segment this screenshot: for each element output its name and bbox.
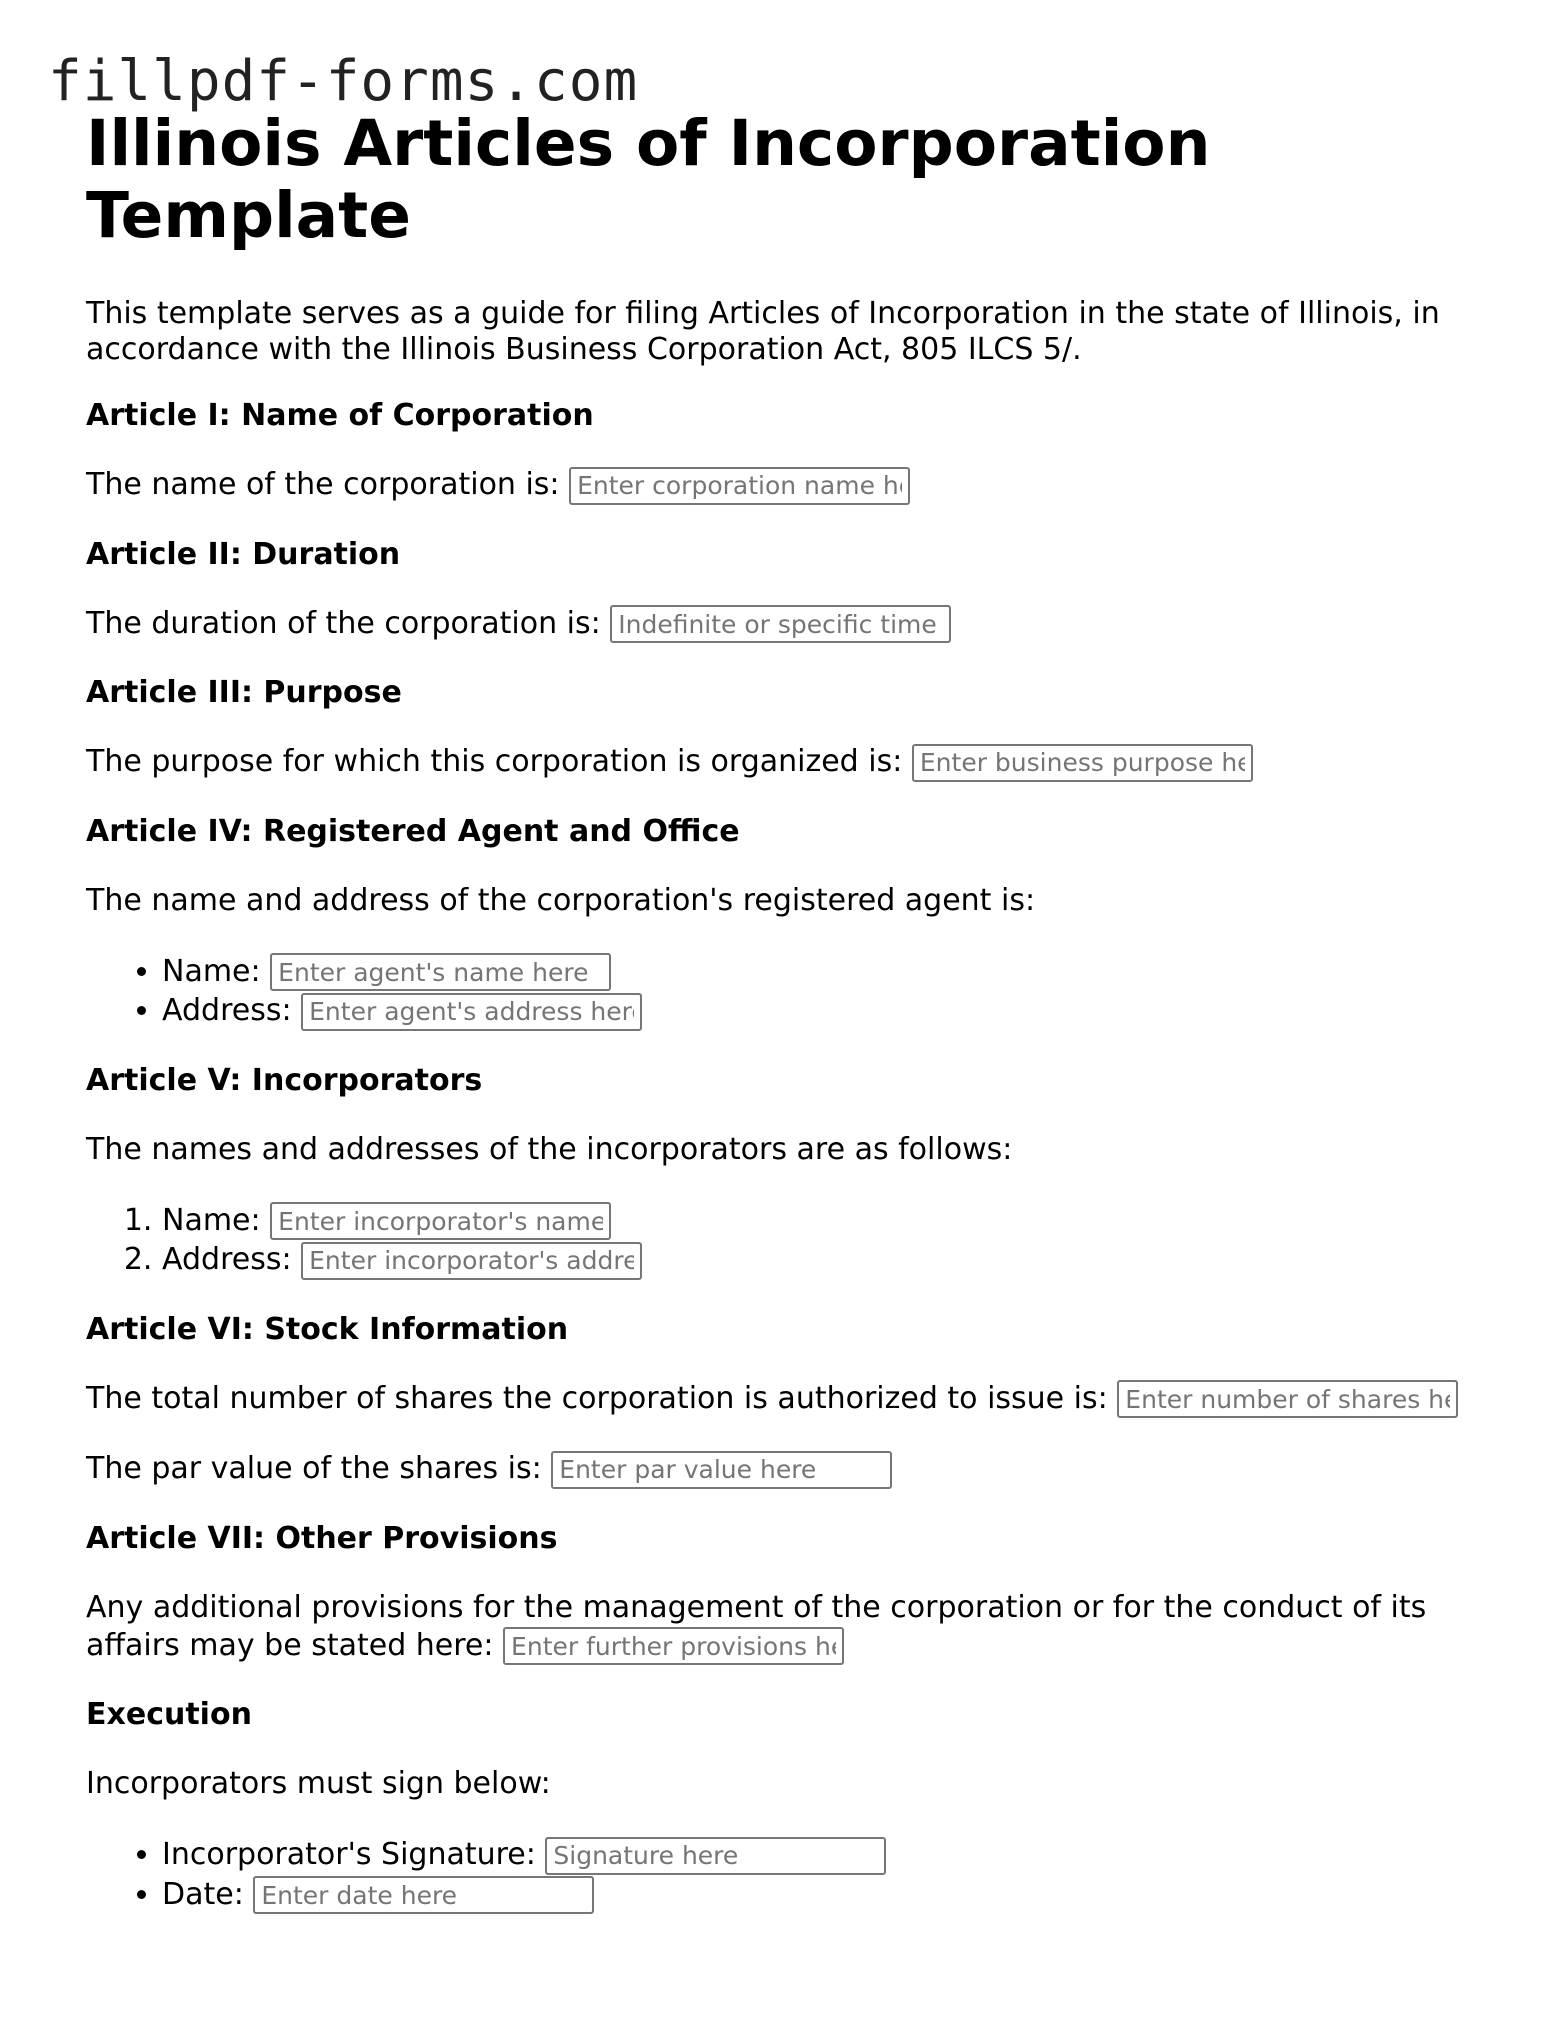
date-input[interactable]	[253, 1876, 594, 1914]
article-7-text: Any additional provisions for the management of the corporation or for the conduct of its affairs may be stated here:	[86, 1589, 1427, 1663]
signature-label: Incorporator's Signature:	[162, 1837, 536, 1872]
incorporator-address-item	[162, 1240, 1486, 1280]
agent-name-input[interactable]	[270, 953, 611, 991]
page-title: Illinois Articles of Incorporation Template	[86, 107, 1211, 252]
incorporator-name-input[interactable]	[270, 1202, 611, 1240]
execution-heading: Execution	[86, 1697, 252, 1732]
par-value-line	[86, 1450, 1486, 1489]
agent-name-label: Name:	[162, 953, 261, 989]
agent-address-label: Address:	[162, 993, 292, 1028]
execution-list	[86, 1835, 1486, 1914]
incorporator-address-label: Address:	[162, 1242, 292, 1277]
agent-list	[86, 952, 1486, 1031]
par-value-text: The par value of the shares is:	[86, 1451, 542, 1486]
signature-input[interactable]	[545, 1837, 886, 1875]
article-2-line	[86, 605, 1486, 644]
article-5-heading: Article V: Incorporators	[86, 1062, 483, 1098]
par-value-input[interactable]	[551, 1451, 892, 1489]
article-1-heading: Article I: Name of Corporation	[86, 398, 594, 433]
article-3-text: The purpose for which this corporation is organized is:	[86, 744, 903, 779]
corporation-name-input[interactable]	[569, 467, 910, 505]
article-7-heading: Article VII: Other Provisions	[86, 1520, 558, 1556]
agent-address-item	[162, 991, 1486, 1031]
agent-name-item	[162, 952, 1486, 992]
purpose-input[interactable]	[912, 744, 1253, 782]
date-label: Date:	[162, 1876, 244, 1912]
article-1-line	[86, 466, 1486, 505]
article-2-heading: Article II: Duration	[86, 536, 401, 572]
article-3-heading: Article III: Purpose	[86, 675, 402, 710]
article-3-line	[86, 743, 1486, 782]
execution-text: Incorporators must sign below:	[86, 1766, 551, 1801]
article-6-heading: Article VI: Stock Information	[86, 1311, 569, 1347]
incorporator-address-input[interactable]	[301, 1242, 642, 1280]
agent-address-input[interactable]	[301, 993, 642, 1031]
watermark: fillpdf-forms.com	[48, 49, 639, 114]
form-document	[86, 108, 1486, 1946]
provisions-input[interactable]	[503, 1627, 844, 1665]
article-4-text: The name and address of the corporation's registered agent is:	[86, 882, 1036, 918]
article-5-text: The names and addresses of the incorporators are as follows:	[86, 1131, 1013, 1167]
shares-text: The total number of shares the corporation is authorized to issue is:	[86, 1380, 1108, 1416]
article-4-heading: Article IV: Registered Agent and Office	[86, 813, 740, 849]
incorporator-list	[86, 1201, 1486, 1280]
shares-input[interactable]	[1117, 1380, 1458, 1418]
article-1-text: The name of the corporation is:	[86, 467, 560, 502]
article-2-text: The duration of the corporation is:	[86, 605, 601, 641]
duration-input[interactable]	[610, 605, 951, 643]
date-item	[162, 1875, 1486, 1915]
signature-item	[162, 1835, 1486, 1875]
incorporator-name-label: Name:	[162, 1202, 261, 1238]
shares-line	[86, 1380, 1486, 1419]
incorporator-name-item	[162, 1201, 1486, 1241]
intro-paragraph: This template serves as a guide for filing Articles of Incorporation in the state of Illinois, in accordance with the Illinois Business Corporation Act, 805 ILCS 5/.	[86, 296, 1440, 367]
article-7-line	[86, 1589, 1486, 1666]
